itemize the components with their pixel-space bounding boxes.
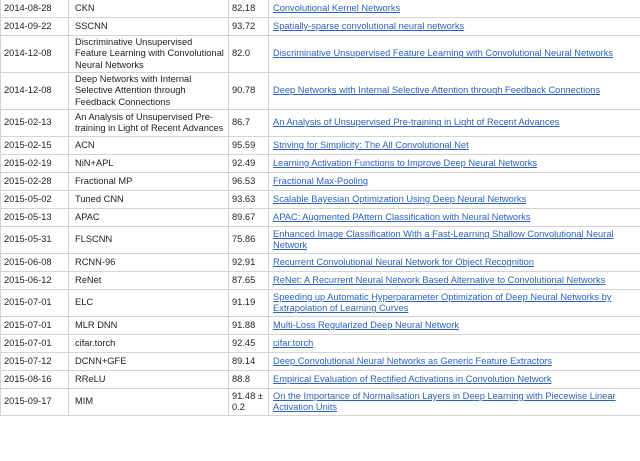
paper-cell	[269, 173, 640, 191]
paper-cell	[269, 254, 640, 272]
result-cell: 96.53	[229, 173, 269, 191]
method-cell: An Analysis of Unsupervised Pre-training in Light of Recent Advances	[69, 110, 229, 137]
table-row	[1, 0, 640, 18]
table-row	[1, 155, 640, 173]
paper-link[interactable]: Striving for Simplicity: The All Convolutional Net	[273, 139, 469, 150]
method-cell: Discriminative Unsupervised Feature Learning with Convolutional Neural Networks	[69, 36, 229, 73]
paper-cell	[269, 371, 640, 389]
table-row	[1, 353, 640, 371]
date-cell: 2014-12-08	[1, 36, 69, 73]
date-cell: 2015-02-13	[1, 110, 69, 137]
date-cell: 2015-06-12	[1, 272, 69, 290]
paper-cell	[269, 209, 640, 227]
paper-link[interactable]: Spatially-sparse convolutional neural networks	[273, 20, 465, 31]
result-cell: 91.48 ± 0.2	[229, 389, 269, 416]
paper-cell	[269, 389, 640, 416]
paper-cell	[269, 36, 640, 73]
result-cell: 82.18	[229, 0, 269, 18]
method-cell: ACN	[69, 137, 229, 155]
table-row	[1, 173, 640, 191]
date-cell: 2015-06-08	[1, 254, 69, 272]
paper-link[interactable]: Deep Convolutional Neural Networks as Generic Feature Extractors	[273, 355, 553, 366]
table-row	[1, 110, 640, 137]
paper-link[interactable]: Empirical Evaluation of Rectified Activations in Convolution Network	[273, 373, 552, 384]
results-table-body	[1, 0, 640, 416]
paper-cell	[269, 191, 640, 209]
table-row	[1, 36, 640, 73]
method-cell: Fractional MP	[69, 173, 229, 191]
paper-link[interactable]: Multi-Loss Regularized Deep Neural Network	[273, 319, 460, 330]
table-row	[1, 317, 640, 335]
method-cell: NiN+APL	[69, 155, 229, 173]
table-row	[1, 73, 640, 110]
method-cell: DCNN+GFE	[69, 353, 229, 371]
paper-cell	[269, 73, 640, 110]
table-row	[1, 254, 640, 272]
date-cell: 2015-07-12	[1, 353, 69, 371]
date-cell: 2015-05-02	[1, 191, 69, 209]
paper-cell	[269, 272, 640, 290]
method-cell: APAC	[69, 209, 229, 227]
date-cell: 2015-07-01	[1, 317, 69, 335]
result-cell: 91.19	[229, 290, 269, 317]
paper-cell	[269, 155, 640, 173]
paper-link[interactable]: Learning Activation Functions to Improve Deep Neural Networks	[273, 157, 538, 168]
result-cell: 90.78	[229, 73, 269, 110]
result-cell: 93.72	[229, 18, 269, 36]
paper-link[interactable]: APAC: Augmented PAttern Classification with Neural Networks	[273, 211, 531, 222]
method-cell: cifar.torch	[69, 335, 229, 353]
paper-link[interactable]: Deep Networks with Internal Selective Attention through Feedback Connections	[273, 85, 601, 96]
paper-link[interactable]: An Analysis of Unsupervised Pre-training in Light of Recent Advances	[273, 117, 560, 128]
result-cell: 93.63	[229, 191, 269, 209]
paper-cell	[269, 335, 640, 353]
method-cell: ELC	[69, 290, 229, 317]
method-cell: SSCNN	[69, 18, 229, 36]
date-cell: 2015-05-13	[1, 209, 69, 227]
date-cell: 2015-02-19	[1, 155, 69, 173]
method-cell: MLR DNN	[69, 317, 229, 335]
method-cell: RCNN-96	[69, 254, 229, 272]
table-row	[1, 227, 640, 254]
date-cell: 2015-05-31	[1, 227, 69, 254]
paper-link[interactable]: Fractional Max-Pooling	[273, 175, 369, 186]
method-cell: Deep Networks with Internal Selective Attention through Feedback Connections	[69, 73, 229, 110]
paper-cell	[269, 290, 640, 317]
result-cell: 86.7	[229, 110, 269, 137]
table-row	[1, 18, 640, 36]
table-row	[1, 137, 640, 155]
method-cell: ReNet	[69, 272, 229, 290]
table-row	[1, 389, 640, 416]
table-row	[1, 290, 640, 317]
result-cell: 75.86	[229, 227, 269, 254]
table-row	[1, 335, 640, 353]
paper-link[interactable]: cifar.torch	[273, 337, 314, 348]
paper-cell	[269, 0, 640, 18]
paper-cell	[269, 353, 640, 371]
paper-cell	[269, 110, 640, 137]
paper-link[interactable]: Scalable Bayesian Optimization Using Deep Neural Networks	[273, 193, 527, 204]
paper-link[interactable]: Discriminative Unsupervised Feature Learning with Convolutional Neural Networks	[273, 48, 614, 59]
date-cell: 2015-07-01	[1, 290, 69, 317]
paper-cell	[269, 18, 640, 36]
method-cell: FLSCNN	[69, 227, 229, 254]
paper-link[interactable]: ReNet: A Recurrent Neural Network Based Alternative to Convolutional Networks	[273, 274, 606, 285]
date-cell: 2015-02-15	[1, 137, 69, 155]
result-cell: 91.88	[229, 317, 269, 335]
method-cell: RReLU	[69, 371, 229, 389]
result-cell: 89.67	[229, 209, 269, 227]
result-cell: 92.49	[229, 155, 269, 173]
result-cell: 87.65	[229, 272, 269, 290]
result-cell: 82.0	[229, 36, 269, 73]
date-cell: 2014-09-22	[1, 18, 69, 36]
paper-link[interactable]: Recurrent Convolutional Neural Network for Object Recognition	[273, 256, 534, 267]
result-cell: 92.91	[229, 254, 269, 272]
paper-link[interactable]: Convolutional Kernel Networks	[273, 2, 401, 13]
result-cell: 88.8	[229, 371, 269, 389]
method-cell: CKN	[69, 0, 229, 18]
table-row	[1, 191, 640, 209]
date-cell: 2015-08-16	[1, 371, 69, 389]
date-cell: 2015-07-01	[1, 335, 69, 353]
table-row	[1, 272, 640, 290]
result-cell: 92.45	[229, 335, 269, 353]
paper-cell	[269, 317, 640, 335]
result-cell: 89.14	[229, 353, 269, 371]
date-cell: 2014-08-28	[1, 0, 69, 18]
table-row	[1, 209, 640, 227]
paper-link[interactable]: Speeding up Automatic Hyperparameter Optimization of Deep Neural Networks by Extrapolation of Learning Curves	[273, 291, 612, 313]
date-cell: 2015-09-17	[1, 389, 69, 416]
result-cell: 95.59	[229, 137, 269, 155]
paper-link[interactable]: On the Importance of Normalisation Layers in Deep Learning with Piecewise Linear Activation Units	[273, 390, 616, 412]
method-cell: Tuned CNN	[69, 191, 229, 209]
paper-link[interactable]: Enhanced Image Classification With a Fast-Learning Shallow Convolutional Neural Network	[273, 228, 614, 250]
table-row	[1, 371, 640, 389]
paper-cell	[269, 227, 640, 254]
date-cell: 2015-02-28	[1, 173, 69, 191]
date-cell: 2014-12-08	[1, 73, 69, 110]
paper-cell	[269, 137, 640, 155]
method-cell: MIM	[69, 389, 229, 416]
